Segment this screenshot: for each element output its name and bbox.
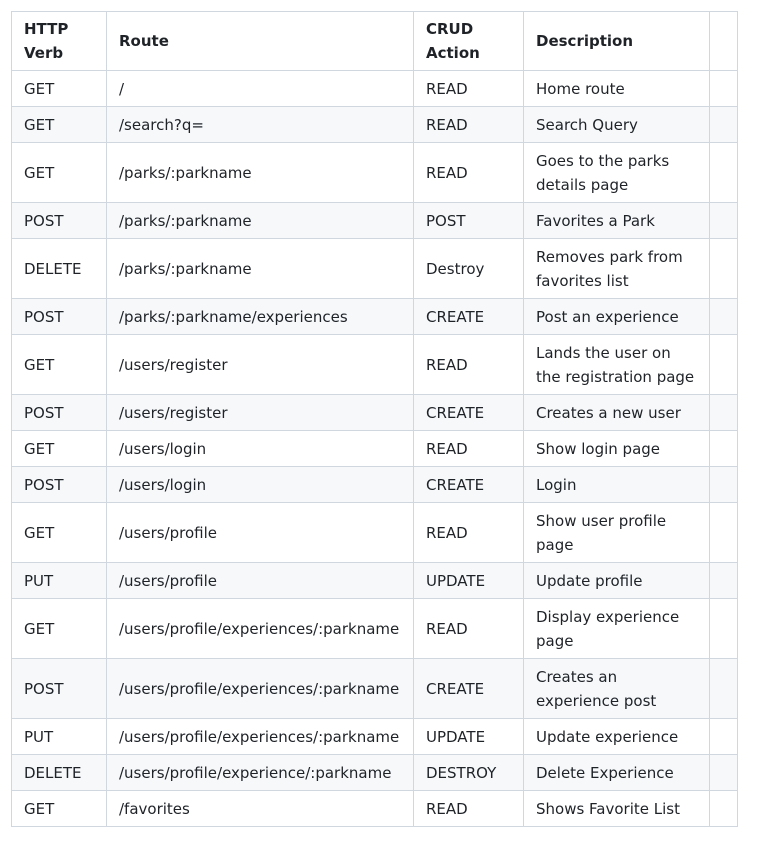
description-cell: Show login page: [524, 431, 710, 467]
route-cell: /users/profile/experience/:parkname: [107, 755, 414, 791]
route-cell: /parks/:parkname: [107, 143, 414, 203]
verb-cell: GET: [12, 143, 107, 203]
route-cell: /favorites: [107, 791, 414, 827]
action-cell: UPDATE: [414, 563, 524, 599]
action-cell: READ: [414, 143, 524, 203]
verb-cell: GET: [12, 791, 107, 827]
action-cell: Destroy: [414, 239, 524, 299]
empty-cell: [710, 659, 738, 719]
description-cell: Removes park from favorites list: [524, 239, 710, 299]
empty-cell: [710, 563, 738, 599]
route-cell: /users/profile/experiences/:parkname: [107, 599, 414, 659]
verb-cell: PUT: [12, 563, 107, 599]
table-row: [12, 107, 738, 143]
empty-cell: [710, 467, 738, 503]
route-cell: /users/login: [107, 467, 414, 503]
table-row: [12, 755, 738, 791]
empty-cell: [710, 299, 738, 335]
action-cell: DESTROY: [414, 755, 524, 791]
empty-cell: [710, 335, 738, 395]
empty-cell: [710, 719, 738, 755]
description-cell: Creates an experience post: [524, 659, 710, 719]
description-cell: Creates a new user: [524, 395, 710, 431]
header-row: [12, 12, 738, 71]
verb-cell: POST: [12, 395, 107, 431]
action-cell: READ: [414, 71, 524, 107]
route-cell: /parks/:parkname/experiences: [107, 299, 414, 335]
route-cell: /parks/:parkname: [107, 239, 414, 299]
action-cell: UPDATE: [414, 719, 524, 755]
action-cell: READ: [414, 503, 524, 563]
table-row: [12, 299, 738, 335]
description-cell: Post an experience: [524, 299, 710, 335]
empty-cell: [710, 599, 738, 659]
action-cell: CREATE: [414, 395, 524, 431]
table-row: [12, 791, 738, 827]
verb-cell: DELETE: [12, 755, 107, 791]
verb-cell: POST: [12, 299, 107, 335]
verb-cell: DELETE: [12, 239, 107, 299]
action-cell: CREATE: [414, 299, 524, 335]
table-row: [12, 335, 738, 395]
table-row: [12, 71, 738, 107]
action-cell: CREATE: [414, 467, 524, 503]
empty-cell: [710, 395, 738, 431]
empty-cell: [710, 791, 738, 827]
description-cell: Shows Favorite List: [524, 791, 710, 827]
empty-cell: [710, 203, 738, 239]
verb-cell: GET: [12, 503, 107, 563]
routes-table: [11, 11, 738, 827]
empty-cell: [710, 755, 738, 791]
route-cell: /users/login: [107, 431, 414, 467]
verb-cell: GET: [12, 431, 107, 467]
header-route: Route: [107, 12, 414, 71]
route-cell: /users/profile: [107, 563, 414, 599]
description-cell: Update profile: [524, 563, 710, 599]
table-row: [12, 503, 738, 563]
table-row: [12, 563, 738, 599]
route-cell: /users/profile/experiences/:parkname: [107, 719, 414, 755]
empty-cell: [710, 503, 738, 563]
description-cell: Update experience: [524, 719, 710, 755]
verb-cell: POST: [12, 467, 107, 503]
table-row: [12, 143, 738, 203]
description-cell: Favorites a Park: [524, 203, 710, 239]
route-cell: /users/profile/experiences/:parkname: [107, 659, 414, 719]
route-cell: /users/profile: [107, 503, 414, 563]
action-cell: READ: [414, 335, 524, 395]
route-cell: /: [107, 71, 414, 107]
header-http-verb: HTTP Verb: [12, 12, 107, 71]
empty-cell: [710, 71, 738, 107]
header-description: Description: [524, 12, 710, 71]
verb-cell: GET: [12, 71, 107, 107]
description-cell: Delete Experience: [524, 755, 710, 791]
description-cell: Goes to the parks details page: [524, 143, 710, 203]
header-empty: [710, 12, 738, 71]
table-row: [12, 719, 738, 755]
verb-cell: PUT: [12, 719, 107, 755]
empty-cell: [710, 143, 738, 203]
table-row: [12, 203, 738, 239]
description-cell: Show user profile page: [524, 503, 710, 563]
verb-cell: GET: [12, 107, 107, 143]
table-row: [12, 467, 738, 503]
action-cell: READ: [414, 431, 524, 467]
action-cell: CREATE: [414, 659, 524, 719]
table-row: [12, 239, 738, 299]
table-row: [12, 599, 738, 659]
description-cell: Display experience page: [524, 599, 710, 659]
action-cell: READ: [414, 107, 524, 143]
empty-cell: [710, 239, 738, 299]
verb-cell: GET: [12, 335, 107, 395]
description-cell: Home route: [524, 71, 710, 107]
verb-cell: POST: [12, 203, 107, 239]
description-cell: Search Query: [524, 107, 710, 143]
table-row: [12, 395, 738, 431]
route-cell: /users/register: [107, 395, 414, 431]
table-row: [12, 659, 738, 719]
verb-cell: POST: [12, 659, 107, 719]
action-cell: READ: [414, 791, 524, 827]
route-cell: /parks/:parkname: [107, 203, 414, 239]
empty-cell: [710, 431, 738, 467]
verb-cell: GET: [12, 599, 107, 659]
description-cell: Login: [524, 467, 710, 503]
description-cell: Lands the user on the registration page: [524, 335, 710, 395]
action-cell: POST: [414, 203, 524, 239]
table-row: [12, 431, 738, 467]
header-crud-action: CRUD Action: [414, 12, 524, 71]
route-cell: /users/register: [107, 335, 414, 395]
route-cell: /search?q=: [107, 107, 414, 143]
empty-cell: [710, 107, 738, 143]
action-cell: READ: [414, 599, 524, 659]
